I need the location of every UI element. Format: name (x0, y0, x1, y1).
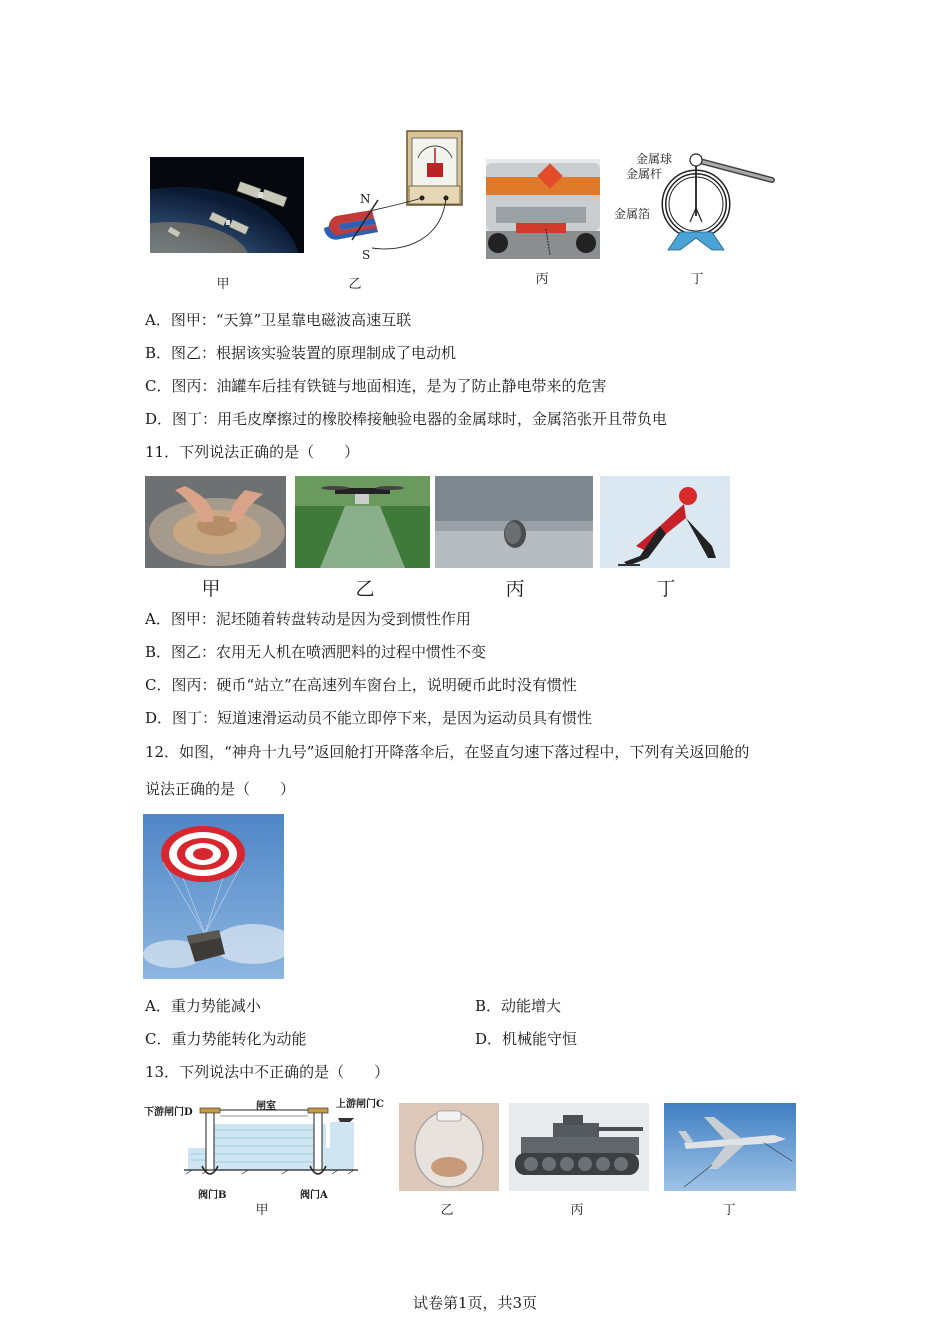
q11-caption-ding: 丁 (656, 578, 676, 600)
q10-caption-ding: 丁 (690, 272, 704, 287)
q12-stem-line1: 12．如图，“神舟十九号”返回舱打开降落伞后，在竖直匀速下落过程中，下列有关返回舱的 (145, 743, 750, 761)
q11-option-b: B．图乙：农用无人机在喷洒肥料的过程中惯性不变 (145, 643, 487, 661)
lock-downstream-gate-label: 下游闸门D (144, 1107, 193, 1118)
lock-upstream-gate-label: 上游闸门C (336, 1099, 384, 1110)
lock-chamber-label: 闸室 (256, 1101, 276, 1112)
q10-option-b: B．图乙：根据该实验装置的原理制成了电动机 (145, 344, 457, 362)
q11-option-d: D．图丁：短道速滑运动员不能立即停下来，是因为运动员具有惯性 (145, 709, 593, 727)
lock-valve-b-label: 阀门B (198, 1190, 227, 1201)
q13-caption-yi: 乙 (440, 1203, 454, 1218)
magnet-n-label: N (360, 192, 371, 206)
q13-caption-ding: 丁 (722, 1203, 736, 1218)
q11-caption-jia: 甲 (201, 578, 221, 600)
q11-option-a: A．图甲：泥坯随着转盘转动是因为受到惯性作用 (145, 610, 471, 628)
q12-option-c: C．重力势能转化为动能 (145, 1030, 307, 1048)
q10-option-d: D．图丁：用毛皮摩擦过的橡胶棒接触验电器的金属球时，金属箔张开且带负电 (145, 410, 668, 428)
q10-caption-yi: 乙 (348, 277, 362, 292)
q12-option-a: A．重力势能减小 (145, 997, 261, 1015)
magnet-s-label: S (362, 248, 371, 262)
electroscope-rod-label: 金属杆 (626, 167, 663, 181)
q10-caption-bing: 丙 (535, 272, 549, 287)
q10-option-a: A．图甲：“天算”卫星靠电磁波高速互联 (145, 311, 412, 329)
page-footer: 试卷第1页，共3页 (412, 1294, 538, 1312)
q13-caption-jia: 甲 (255, 1203, 269, 1218)
lock-valve-a-label: 阀门A (300, 1190, 328, 1201)
q12-option-b: B．动能增大 (475, 997, 562, 1015)
q11-caption-yi: 乙 (355, 578, 375, 600)
q12-stem-line2: 说法正确的是（ ） (145, 780, 296, 798)
electroscope-ball-label: 金属球 (636, 152, 673, 166)
q11-caption-bing: 丙 (505, 578, 525, 600)
q13-caption-bing: 丙 (570, 1203, 584, 1218)
q13-stem: 13．下列说法中不正确的是（ ） (145, 1063, 390, 1081)
q11-stem: 11．下列说法正确的是（ ） (145, 443, 360, 461)
q12-option-d: D．机械能守恒 (475, 1030, 578, 1048)
q10-option-c: C．图丙：油罐车后挂有铁链与地面相连，是为了防止静电带来的危害 (145, 377, 607, 395)
q10-caption-jia: 甲 (216, 277, 230, 292)
q11-option-c: C．图丙：硬币“站立”在高速列车窗台上，说明硬币此时没有惯性 (145, 676, 577, 694)
electroscope-foil-label: 金属箔 (614, 207, 651, 221)
